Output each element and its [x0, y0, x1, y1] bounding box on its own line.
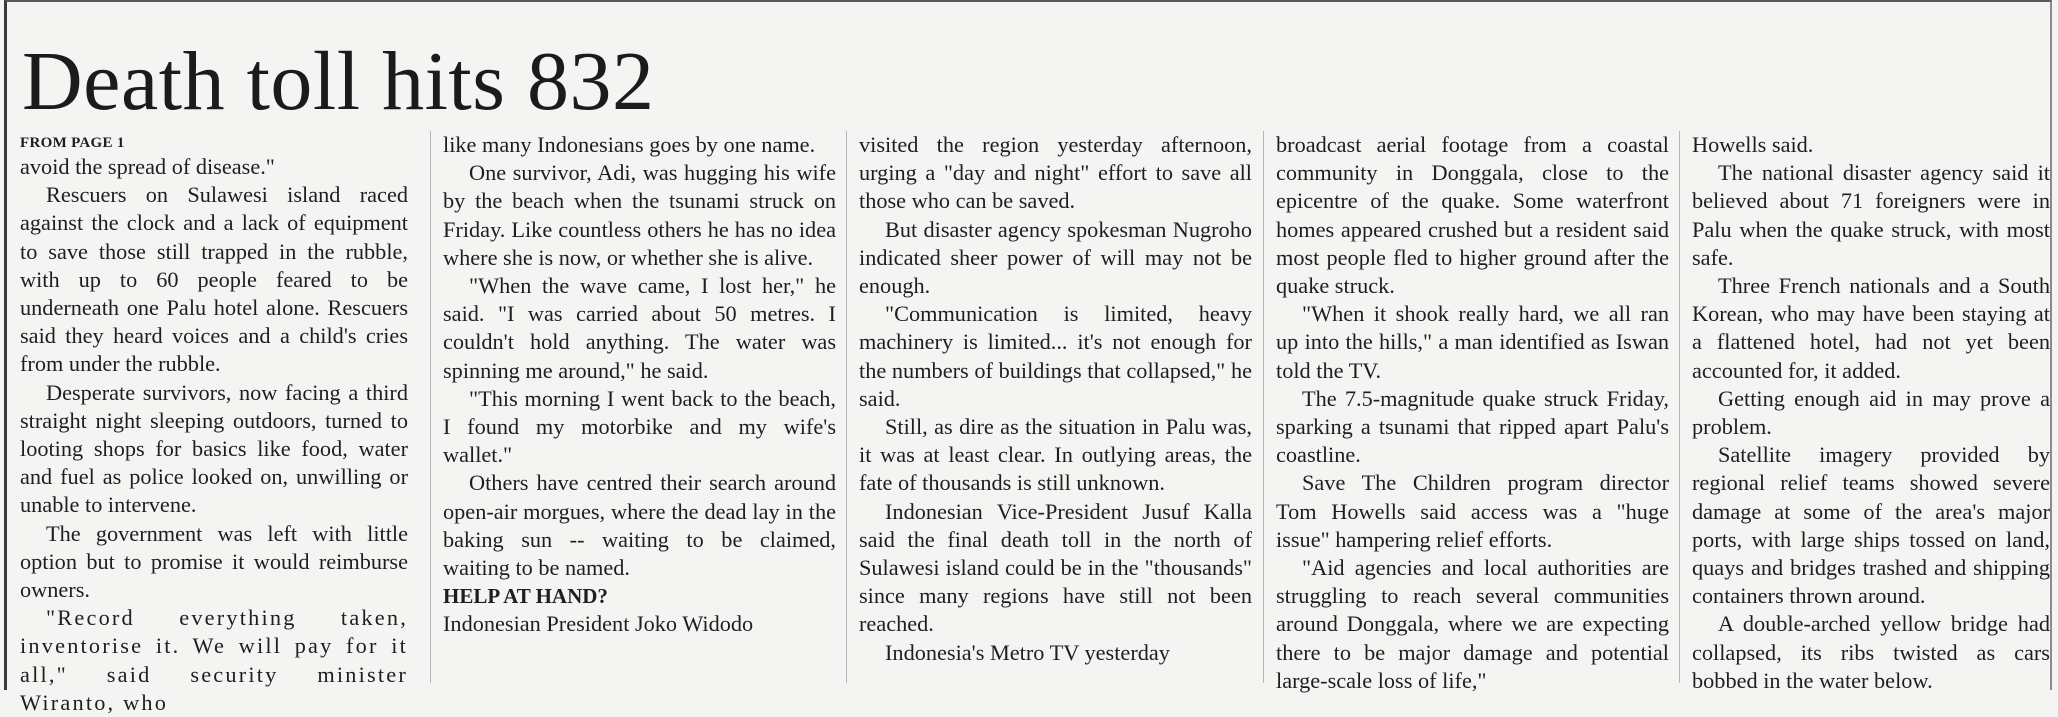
paragraph: Others have centred their search around open-air morgues, where the dead lay in the baking sun -- waiting to be claimed, waiting to be named. — [443, 470, 836, 581]
paragraph: The government was left with little option but to promise it would reimburse owners. — [20, 520, 408, 603]
paragraph: The 7.5-magnitude quake struck Friday, sparking a tsunami that ripped apart Palu's coastline. — [1276, 385, 1669, 468]
column-5 — [1679, 131, 2050, 693]
paragraph: A double-arched yellow bridge had collapsed, its ribs twisted as cars bobbed in the water below. — [1692, 611, 2050, 693]
paragraph: Howells said. — [1692, 132, 1814, 157]
paragraph: Satellite imagery provided by regional relief teams showed severe damage at some of the area's major ports, with large ships tossed on land, quays and bridges trashed and shipping containers thrown around. — [1692, 442, 2050, 609]
paragraph: "Communication is limited, heavy machinery is limited... it's not enough for the numbers of buildings that collapsed," he said. — [859, 301, 1252, 411]
column-3 — [846, 131, 1252, 683]
paragraph: "This morning I went back to the beach, I found my motorbike and my wife's wallet." — [443, 385, 836, 468]
paragraph: Three French nationals and a South Korean, who may have been staying at a flattened hotel, had not yet been accounted for, it added. — [1692, 273, 2050, 383]
subhead: HELP AT HAND? — [443, 584, 608, 609]
paragraph: "Record everything taken, inventorise it. We will pay for it all," said security minister Wiranto, who — [20, 605, 408, 715]
article-body — [20, 131, 2050, 715]
paragraph: "Aid agencies and local authorities are struggling to reach several communities around Donggala, where we are expecting there to be major damage and potential large-scale loss of life," — [1276, 555, 1669, 693]
paragraph: Desperate survivors, now facing a third straight night sleeping outdoors, turned to looting shops for basics like food, water and fuel as police looked on, unwilling or unable to intervene. — [20, 379, 408, 518]
column-1 — [20, 131, 408, 715]
paragraph: broadcast aerial footage from a coastal community in Donggala, close to the epicentre of the quake. Some waterfront homes appeared crushed but a resident said most people fled to higher ground after the quake struck. — [1276, 132, 1669, 299]
from-page-kicker: FROM PAGE 1 — [20, 135, 125, 151]
paragraph: like many Indonesians goes by one name. — [443, 132, 816, 157]
paragraph: "When it shook really hard, we all ran up into the hills," a man identified as Iswan told the TV. — [1276, 301, 1669, 383]
headline: Death toll hits 832 — [22, 35, 655, 128]
paragraph: "When the wave came, I lost her," he said. "I was carried about 50 metres. I couldn't hold anything. The water was spinning me around," he said. — [443, 273, 836, 383]
paragraph: One survivor, Adi, was hugging his wife by the beach when the tsunami struck on Friday. Like countless others he has no idea where she is now, or whether she is alive. — [443, 160, 836, 270]
paragraph: Save The Children program director Tom Howells said access was a "huge issue" hampering relief efforts. — [1276, 470, 1669, 552]
column-2 — [430, 131, 836, 683]
paragraph: Indonesia's Metro TV yesterday — [885, 639, 1170, 665]
column-4 — [1263, 131, 1669, 693]
paragraph: The national disaster agency said it believed about 71 foreigners were in Palu when the quake struck, with most safe. — [1692, 160, 2050, 270]
paragraph: Getting enough aid in may prove a problem. — [1692, 385, 2050, 440]
paragraph: Still, as dire as the situation in Palu was, it was at least clear. In outlying areas, the fate of thousands is still unknown. — [859, 414, 1252, 496]
paragraph: Rescuers on Sulawesi island raced against the clock and a lack of equipment to save those still trapped in the rubble, with up to 60 people feared to be underneath one Palu hotel alone. Rescuers said they heard voices and a child's cries from under the rubble. — [20, 182, 408, 377]
paragraph: Indonesian Vice-President Jusuf Kalla said the final death toll in the north of Sulawesi island could be in the "thousands" since many regions have still not been reached. — [859, 498, 1252, 637]
paragraph: Indonesian President Joko Widodo — [443, 611, 754, 637]
paragraph: visited the region yesterday afternoon, urging a "day and night" effort to save all those who can be saved. — [859, 132, 1252, 214]
paragraph: avoid the spread of disease." — [20, 154, 275, 179]
paragraph: But disaster agency spokesman Nugroho indicated sheer power of will may not be enough. — [859, 216, 1252, 299]
